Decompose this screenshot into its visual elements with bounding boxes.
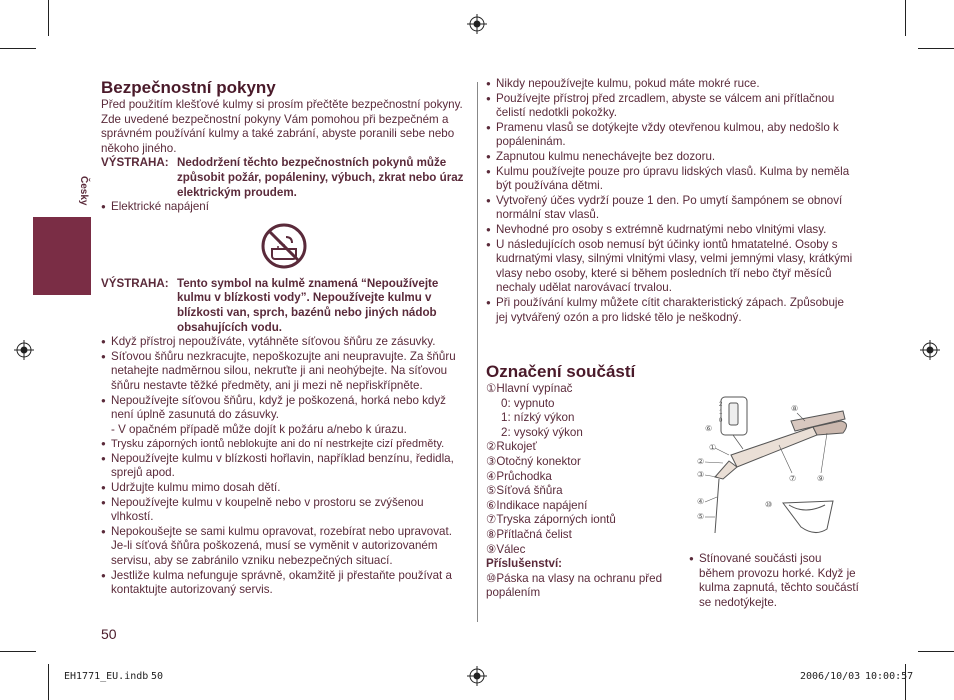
list-item: ● Vytvořený účes vydrží pouze 1 den. Po umytí šampónem se obnoví normální stav vlasů.: [486, 194, 856, 223]
part-item: ②Rukojeť: [486, 440, 537, 454]
list-item: ● Pramenu vlasů se dotýkejte vždy otevřenou kulmou, aby nedošlo k popáleninám.: [486, 121, 856, 150]
part-item: ⑤Síťová šňůra: [486, 484, 563, 498]
power-heading: ● Elektrické napájení: [101, 200, 467, 215]
hot-note: [689, 552, 859, 610]
warning-block-water: [101, 277, 467, 335]
no-water-symbol-area: [101, 215, 467, 277]
crop-mark: [48, 664, 49, 700]
list-item: ● Udržujte kulmu mimo dosah dětí.: [101, 481, 467, 496]
list-item: ● Nepoužívejte síťovou šňůru, když je poškozená, horká nebo když není úplně zasunutá do zásuvky.: [101, 394, 467, 423]
language-tab: [33, 217, 91, 295]
switch-state: 1: nízký výkon: [501, 411, 575, 425]
footer-page: 50: [151, 671, 164, 682]
warning-block: [101, 156, 467, 200]
crop-mark: [905, 664, 906, 700]
registration-mark-icon: [920, 340, 940, 360]
crop-mark: [918, 651, 954, 652]
diagram-label: ④: [697, 497, 705, 506]
section-title-parts: Označení součástí: [486, 362, 636, 381]
diagram-label: ⑨: [817, 474, 825, 483]
curling-iron-diagram: [693, 393, 863, 548]
parts-section: [486, 362, 686, 601]
warning-label: VÝSTRAHA:: [101, 276, 169, 290]
accessory-item: ⑩Páska na vlasy na ochranu před popálením: [486, 571, 663, 600]
switch-state: 2: vysoký výkon: [501, 425, 583, 439]
page-number: 50: [101, 626, 117, 642]
crop-mark: [918, 48, 954, 49]
switch-mark: 0: [719, 418, 723, 424]
diagram-label: ⑩: [765, 500, 773, 509]
diagram-label: ⑧: [791, 404, 799, 413]
no-water-symbol-icon: [261, 223, 307, 269]
warning-text: Tento symbol na kulmě znamená “Nepoužívejte kulmu v blízkosti vody”. Nepoužívejte kulmu v blízkosti van, sprch, bazénů nebo jiných nádob obsahujících vodu.: [177, 276, 439, 334]
intro-text: Před použitím klešťové kulmy si prosím přečtěte bezpečnostní pokyny. Zde uvedené bezpečnostní pokyny Vám pomohou při bezpečném a správném používání kulmy a také zabrání, abyste poranili sebe nebo někoho jiného.: [101, 98, 463, 155]
diagram-label: ③: [697, 470, 705, 479]
warning-label: VÝSTRAHA:: [101, 156, 169, 170]
diagram-label: ②: [697, 457, 705, 466]
right-column-bullets: [486, 77, 856, 325]
warning-text: Nedodržení těchto bezpečnostních pokynů může způsobit požár, popáleniny, výbuch, zkrat nebo úraz elektrickým proudem.: [177, 156, 464, 199]
switch-state: 0: vypnuto: [501, 396, 555, 410]
footer-file: EH1771_EU.indb: [64, 671, 149, 682]
list-item: ● Používejte přístroj před zrcadlem, abyste se válcem ani přítlačnou čelistí nedotkli pokožky.: [486, 92, 856, 121]
left-column: [101, 78, 467, 598]
diagram-label: ①: [709, 443, 717, 452]
crop-mark: [905, 0, 906, 36]
switch-mark: 1: [719, 410, 723, 416]
language-label: Česky: [78, 176, 89, 206]
diagram-label: ⑥: [705, 424, 713, 433]
list-item: ● Nikdy nepoužívejte kulmu, pokud máte mokré ruce.: [486, 77, 856, 92]
part-item: ①Hlavní vypínač: [486, 382, 573, 395]
registration-mark-icon: [467, 14, 487, 34]
column-divider: [477, 82, 478, 622]
crop-mark: [0, 651, 36, 652]
registration-mark-icon: [467, 666, 487, 686]
switch-mark: 2: [719, 402, 723, 408]
list-item: ● Jestliže kulma nefunguje správně, okamžitě ji přestaňte používat a kontaktujte autorizovaný servis.: [101, 569, 467, 598]
part-item: ⑧Přítlačná čelist: [486, 527, 572, 541]
section-title-safety: Bezpečnostní pokyny: [101, 78, 276, 97]
part-item: ⑨Válec: [486, 542, 526, 556]
part-item: ④Průchodka: [486, 469, 552, 483]
crop-mark: [0, 48, 36, 49]
list-item-note: - V opačném případě může dojít k požáru a/nebo k úrazu.: [111, 422, 407, 436]
list-item: ● Nepoužívejte kulmu v blízkosti hořlavin, například benzínu, ředidla, sprejů apod.: [101, 452, 467, 481]
list-item: ● Při používání kulmy můžete cítit charakteristický zápach. Způsobuje jej vytvářený ozón a pro lidské tělo je neškodný.: [486, 296, 856, 325]
accessories-label: Příslušenství:: [486, 557, 563, 571]
list-item: ● Nepokoušejte se sami kulmu opravovat, rozebírat nebo upravovat. Je-li síťová šňůra poškozená, musí se vyměnit v autorizovaném servisu, aby se zabránilo vzniku nebezpečných situací.: [101, 525, 467, 569]
list-item: ● Nevhodné pro osoby s extrémně kudrnatými nebo vlnitými vlasy.: [486, 223, 856, 238]
hot-note-text: ● Stínované součásti jsou během provozu horké. Když je kulma zapnutá, těchto součástí se nedotýkejte.: [689, 552, 859, 610]
list-item: ● Kulmu používejte pouze pro úpravu lidských vlasů. Kulma by neměla být používána dětmi.: [486, 165, 856, 194]
list-item: ● Když přístroj nepoužíváte, vytáhněte síťovou šňůru ze zásuvky.: [101, 335, 467, 350]
list-item: ● Zapnutou kulmu nenechávejte bez dozoru.: [486, 150, 856, 165]
crop-mark: [48, 0, 49, 36]
part-item: ⑥Indikace napájení: [486, 498, 588, 512]
part-item: ⑦Tryska záporných iontů: [486, 513, 616, 527]
registration-mark-icon: [14, 340, 34, 360]
list-item: ● Síťovou šňůru nezkracujte, nepoškozujte ani neupravujte. Za šňůru netahejte nadměrnou silou, nekruťte ji ani neohýbejte. Na síťovou šňůru nestavte těžké předměty, ani ji mezi ně nepřiskřípněte.: [101, 350, 467, 394]
list-item: ● Trysku záporných iontů neblokujte ani do ní nestrkejte cizí předměty.: [101, 437, 467, 452]
footer-date: 2006/10/03: [800, 671, 861, 682]
list-item: ● U následujících osob nemusí být účinky iontů hmatatelné. Osoby s kudrnatými vlasy, silnými vlnitými vlasy, velmi jemnými vlasy, krátkými vlasy nebo osoby, které si během posledních tří nebo čtyř měsíců nechaly udělat narovávací trvalou.: [486, 238, 856, 296]
diagram-label: ⑦: [789, 474, 797, 483]
part-item: ③Otočný konektor: [486, 454, 581, 468]
footer-time: 10:00:57: [865, 671, 914, 682]
diagram-label: ⑤: [697, 512, 705, 521]
list-item: ● Nepoužívejte kulmu v koupelně nebo v prostoru se zvýšenou vlhkostí.: [101, 496, 467, 525]
